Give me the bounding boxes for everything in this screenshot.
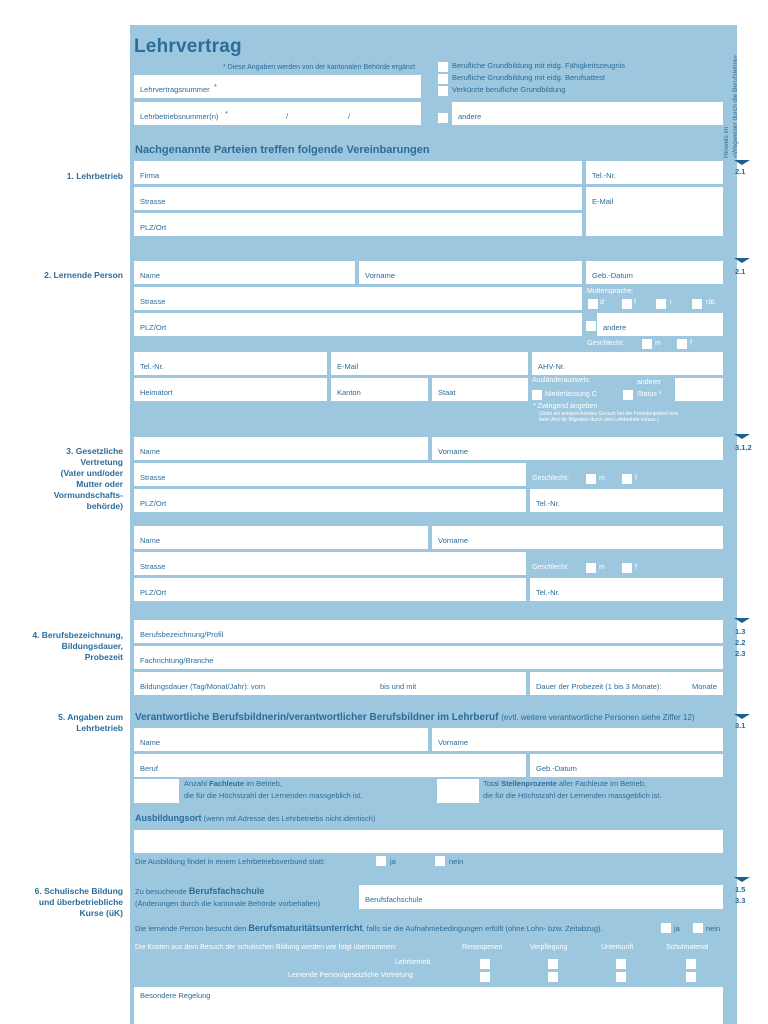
fachrichtung-field[interactable]: Fachrichtung/Branche	[134, 646, 723, 669]
option-andere-field[interactable]: andere	[452, 102, 723, 125]
anderer-label: anderer	[637, 379, 662, 386]
vertretung2-m-checkbox[interactable]	[586, 563, 596, 573]
lernende-vorname-field[interactable]: Vorname	[359, 261, 582, 284]
status-label: Status *	[637, 391, 662, 398]
anderer-checkbox[interactable]	[623, 390, 633, 400]
vertretung2-f-label: f	[635, 564, 637, 571]
kosten-label: Die Kosten aus dem Besuch der schulischen Bildung werden wie folgt übernommen:	[135, 944, 397, 951]
option-checkbox-eba[interactable]	[438, 74, 448, 84]
marker-s6	[734, 877, 750, 882]
lernende-telnr-field[interactable]: Tel.-Nr.	[134, 352, 327, 375]
lang-andere-field[interactable]: andere	[597, 313, 723, 336]
vertretung1-f-label: f	[635, 475, 637, 482]
vertretung1-m-checkbox[interactable]	[586, 474, 596, 484]
kosten-lb-verpflegung-checkbox[interactable]	[548, 959, 558, 969]
ref-s6: 1.5 3.3	[735, 885, 746, 905]
option-label-efz: Berufliche Grundbildung mit eidg. Fähigkeitszeugnis	[452, 61, 626, 70]
verbund-label: Die Ausbildung findet in einem Lehrbetriebsverbund statt:	[135, 857, 326, 866]
lehrbetrieb-plz-field[interactable]: PLZ/Ort	[134, 213, 582, 236]
vertretung2-m-label: m	[599, 564, 605, 571]
margin-hint: Hinweis im «Wegweiser durch die Berufslehre»	[723, 55, 739, 158]
kosten-col-unterkunft: Unterkunft	[601, 944, 634, 951]
lehrbetrieb-firma-field[interactable]: Firma	[134, 161, 582, 184]
option-checkbox-efz[interactable]	[438, 62, 448, 72]
lernende-m-label: m	[655, 340, 661, 347]
stellenprozente-label: Total Stellenprozente aller Fachleute im Betrieb,	[483, 779, 646, 788]
option-checkbox-verkuerzt[interactable]	[438, 86, 448, 96]
section-label-lehrbetrieb: 1. Lehrbetrieb	[66, 171, 123, 181]
lehrbetrieb-telnr-field[interactable]: Tel.-Nr.	[586, 161, 723, 184]
ausbildungsort-field[interactable]	[134, 830, 723, 853]
ref-s3: 3.1.2	[735, 443, 752, 452]
lang-f-checkbox[interactable]	[622, 299, 632, 309]
option-label-verkuerzt: Verkürzte berufliche Grundbildung	[452, 85, 566, 94]
marker-s3	[734, 434, 750, 439]
marker-s4	[734, 618, 750, 623]
authority-note: * Diese Angaben werden von der kantonalen Behörde ergänzt	[223, 64, 416, 71]
lang-d-checkbox[interactable]	[588, 299, 598, 309]
kosten-col-reisespesen: Reisespesen	[462, 944, 503, 951]
vertretung1-vorname-field[interactable]: Vorname	[432, 437, 723, 460]
ref-s5: 3.1	[735, 721, 746, 730]
school-sub: (Änderungen durch die kantonale Behörde vorbehalten)	[135, 899, 321, 908]
lernende-kanton-field[interactable]: Kanton	[331, 378, 428, 401]
kosten-lp-schulmaterial-checkbox[interactable]	[686, 972, 696, 982]
bildungsdauer-field[interactable]: Bildungsdauer (Tag/Monat/Jahr): vom bis und mit	[134, 672, 526, 695]
stellenprozente-sub: die für die Höchstzahl der Lernenden massgeblich ist.	[483, 791, 662, 800]
lang-raet-label: rät.	[706, 299, 717, 306]
vertretung2-f-checkbox[interactable]	[622, 563, 632, 573]
lang-f-label: f	[634, 299, 636, 306]
lehrbetrieb-email-field[interactable]: E-Mail	[586, 187, 723, 236]
berufsbildner-vorname-field[interactable]: Vorname	[432, 728, 723, 751]
lang-andere-checkbox[interactable]	[586, 321, 596, 331]
ausbildungsort-label: Ausbildungsort (wenn mit Adresse des Lehrbetriebs nicht identisch)	[135, 813, 376, 823]
vertretung1-strasse-field[interactable]: Strasse	[134, 463, 526, 486]
marker-s5	[734, 714, 750, 719]
berufsbildner-heading: Verantwortliche Berufsbildnerin/verantwortlicher Berufsbildner im Lehrberuf (evtl. weitere verantwortliche Personen siehe Ziffer 12)	[135, 712, 695, 723]
kosten-lb-unterkunft-checkbox[interactable]	[616, 959, 626, 969]
lernende-staat-field[interactable]: Staat	[432, 378, 528, 401]
lernende-f-checkbox[interactable]	[677, 339, 687, 349]
kosten-lp-unterkunft-checkbox[interactable]	[616, 972, 626, 982]
kosten-col-schulmaterial: Schulmaterial	[666, 944, 709, 951]
verbund-nein-checkbox[interactable]	[435, 856, 445, 866]
kosten-row-lernende: Lernende Person/gesetzliche Vertretung	[288, 972, 413, 979]
kosten-col-verpflegung: Verpflegung	[530, 944, 568, 951]
lang-i-checkbox[interactable]	[656, 299, 666, 309]
section-label-vertretung: 3. Gesetzliche Vertretung (Vater und/oder Mutter oder Vormundschafts- behörde)	[53, 446, 123, 511]
bm-nein-label: nein	[706, 924, 721, 933]
section-label-beruf: 4. Berufsbezeichnung, Bildungsdauer, Probezeit	[32, 630, 123, 662]
kosten-row-lehrbetrieb: Lehrbetrieb	[395, 959, 431, 966]
lernende-ahv-field[interactable]: AHV-Nr.	[532, 352, 723, 375]
lehrbetriebsnummer-field[interactable]: Lehrbetriebsnummer(n) * / /	[134, 102, 421, 125]
lernende-geschlecht-label: Geschlecht:	[587, 340, 624, 347]
probezeit-field[interactable]: Dauer der Probezeit (1 bis 3 Monate): Monate	[530, 672, 723, 695]
vertretung1-geschlecht-label: Geschlecht:	[532, 475, 569, 482]
option-label-eba: Berufliche Grundbildung mit eidg. Berufsattest	[452, 73, 605, 82]
ref-s2: 2.1	[735, 267, 746, 276]
form-title: Lehrvertrag	[134, 36, 242, 57]
section-label-schule: 6. Schulische Bildung und überbetriebliche Kurse (üK)	[34, 886, 123, 918]
ref-s1: 2.1	[735, 167, 746, 176]
vertretung2-vorname-field[interactable]: Vorname	[432, 526, 723, 549]
berufsbezeichnung-field[interactable]: Berufsbezeichnung/Profil	[134, 620, 723, 643]
lernende-name-field[interactable]: Name	[134, 261, 355, 284]
besondere-regelung-field[interactable]: Besondere Regelung	[134, 987, 723, 1024]
anzahl-fachleute-field[interactable]	[134, 779, 179, 803]
lang-raet-checkbox[interactable]	[692, 299, 702, 309]
vertretung1-m-label: m	[599, 475, 605, 482]
vertretung1-plz-field[interactable]: PLZ/Ort	[134, 489, 526, 512]
niederlassung-label: Niederlassung C	[545, 391, 597, 398]
lernende-m-checkbox[interactable]	[642, 339, 652, 349]
lernende-geb-field[interactable]: Geb.-Datum	[586, 261, 723, 284]
stellenprozente-field[interactable]	[437, 779, 479, 803]
lang-d-label: d	[600, 299, 604, 306]
section-label-angaben: 5. Angaben zum Lehrbetrieb	[58, 712, 123, 733]
section-label-lernende: 2. Lernende Person	[44, 270, 123, 280]
verbund-nein-label: nein	[449, 857, 464, 866]
bm-nein-checkbox[interactable]	[693, 923, 703, 933]
vertretung2-geschlecht-label: Geschlecht:	[532, 564, 569, 571]
anzahl-fachleute-sub: die für die Höchstzahl der Lernenden massgeblich ist.	[184, 791, 363, 800]
verbund-ja-checkbox[interactable]	[376, 856, 386, 866]
verbund-ja-label: ja	[390, 857, 396, 866]
berufsfachschule-field[interactable]: Berufsfachschule	[359, 885, 723, 909]
lernende-email-field[interactable]: E-Mail	[331, 352, 528, 375]
anzahl-fachleute-label: Anzahl Fachleute im Betrieb,	[184, 779, 282, 788]
vertretung1-telnr-field[interactable]: Tel.-Nr.	[530, 489, 723, 512]
marker-s2	[734, 258, 750, 263]
bm-ja-checkbox[interactable]	[661, 923, 671, 933]
muttersprache-label: Muttersprache:	[587, 288, 634, 295]
ref-s4: 1.3 2.2 2.3	[735, 627, 746, 658]
vertretung1-name-field[interactable]: Name	[134, 437, 428, 460]
lernende-f-label: f	[690, 340, 692, 347]
school-label: Zu besuchende Berufsfachschule	[135, 886, 265, 896]
kosten-lp-reisespesen-checkbox[interactable]	[480, 972, 490, 982]
vertretung2-plz-field[interactable]: PLZ/Ort	[134, 578, 526, 601]
vertretung2-strasse-field[interactable]: Strasse	[134, 552, 526, 575]
lehrvertragsnummer-field[interactable]: Lehrvertragsnummer *	[134, 75, 421, 98]
status-field[interactable]	[675, 378, 723, 401]
vertretung2-telnr-field[interactable]: Tel.-Nr.	[530, 578, 723, 601]
lernende-strasse-field[interactable]: Strasse	[134, 287, 582, 310]
zwingend-label: * Zwingend angeben	[533, 403, 598, 410]
vertretung2-name-field[interactable]: Name	[134, 526, 428, 549]
lernende-heimatort-field[interactable]: Heimatort	[134, 378, 327, 401]
zwingend-detail: (Setzt ein entsprechendes Gesuch bei der Fremdenpolizei bzw. beim Amt für Migration durch den Lehrbetrieb voraus.)	[539, 411, 680, 423]
berufsbildner-name-field[interactable]: Name	[134, 728, 428, 751]
kosten-lb-schulmaterial-checkbox[interactable]	[686, 959, 696, 969]
bm-ja-label: ja	[674, 924, 680, 933]
lang-i-label: i	[670, 299, 672, 306]
bm-label: Die lernende Person besucht den Berufsmaturitätsunterricht, falls sie die Aufnahmebedingungen erfüllt (ohne Lohn- bzw. Zeitabzug).	[135, 923, 603, 933]
lehrbetrieb-strasse-field[interactable]: Strasse	[134, 187, 582, 210]
option-checkbox-andere[interactable]	[438, 113, 448, 123]
kosten-lp-verpflegung-checkbox[interactable]	[548, 972, 558, 982]
niederlassung-checkbox[interactable]	[532, 390, 542, 400]
lernende-plz-field[interactable]: PLZ/Ort	[134, 313, 582, 336]
berufsbildner-geb-field[interactable]: Geb.-Datum	[530, 754, 723, 777]
margin-marker	[734, 160, 750, 165]
berufsbildner-beruf-field[interactable]: Beruf	[134, 754, 526, 777]
auslaender-label: Ausländerausweis:	[532, 377, 591, 384]
vertretung1-f-checkbox[interactable]	[622, 474, 632, 484]
kosten-lb-reisespesen-checkbox[interactable]	[480, 959, 490, 969]
parties-heading: Nachgenannte Parteien treffen folgende Vereinbarungen	[135, 144, 430, 156]
